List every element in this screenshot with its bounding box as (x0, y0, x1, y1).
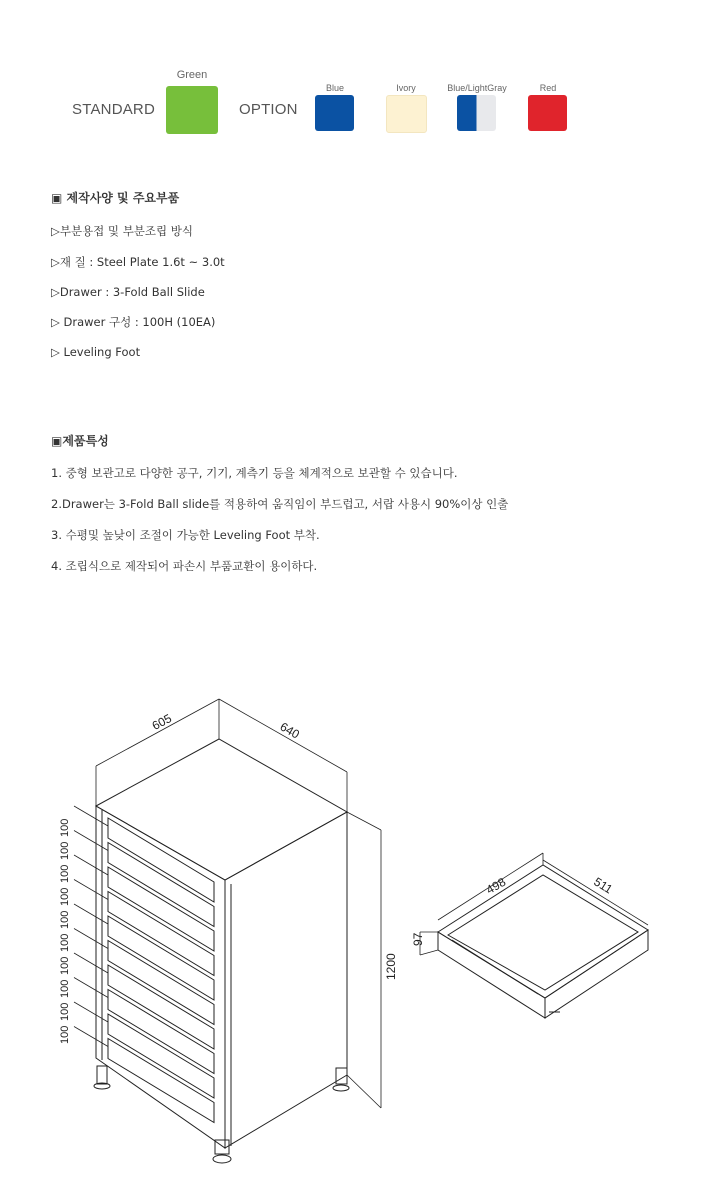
cabinet-top (96, 739, 347, 880)
drawer-dim-leader (74, 1027, 108, 1047)
drawer-front-line (108, 990, 214, 1074)
swatch-label-red: Red (539, 83, 557, 93)
swatch-label-blue-lightgray: Blue/LightGray (447, 83, 507, 93)
drawer-front-line (108, 941, 214, 1025)
drawer-dim-leader (74, 1002, 108, 1022)
drawer-height-label: 100 (59, 1025, 71, 1044)
dim-depth: 640 (277, 719, 302, 742)
drawer-height-label: 100 (59, 956, 71, 975)
dim-drawer-width: 498 (483, 874, 509, 897)
drawer-height-label: 100 (59, 818, 71, 837)
features-title: ▣제품특성 (51, 434, 109, 448)
drawer-front-line (108, 1014, 214, 1098)
drawer-front-line (108, 818, 214, 902)
drawer-dim-leader (74, 831, 108, 851)
drawer-height-label: 100 (59, 933, 71, 952)
feature-item: 2.Drawer는 3-Fold Ball slide를 적용하여 움직임이 부드럽고, 서랍 사용시 90%이상 인출 (51, 497, 509, 511)
dim-width: 605 (149, 711, 174, 733)
feature-item: 3. 수평및 높낮이 조절이 가능한 Leveling Foot 부착. (51, 528, 320, 542)
drawer-front (438, 932, 545, 1018)
feature-item: 1. 중형 보관고로 다양한 공구, 기기, 계측기 등을 체계적으로 보관할 수 있습니다. (51, 466, 458, 480)
swatch-label-blue: Blue (325, 83, 344, 93)
drawer-front-line (108, 916, 214, 1000)
drawer-dim-leader (74, 880, 108, 900)
specs-title: ▣ 제작사양 및 주요부품 (51, 191, 180, 205)
drawer-front-line (108, 867, 214, 951)
feature-item: 4. 조립식으로 제작되어 파손시 부품교환이 용이하다. (51, 559, 318, 573)
drawer-height-label: 100 (59, 1002, 71, 1021)
swatch-label-green: Green (176, 69, 208, 81)
drawer-height-label: 100 (59, 864, 71, 883)
spec-item: ▷재 질 : Steel Plate 1.6t ~ 3.0t (51, 255, 225, 269)
cabinet-leg (97, 1066, 107, 1084)
drawer-front-line (108, 965, 214, 1049)
dim-height: 1200 (384, 953, 398, 980)
drawer-fronts (74, 806, 214, 1123)
option-label: OPTION (239, 101, 298, 118)
drawer-height-label: 100 (59, 887, 71, 906)
drawer-rim (438, 865, 648, 998)
drawer-dim-leader (74, 904, 108, 924)
dim-drawer-height: 97 (411, 932, 425, 946)
spec-item: ▷ Leveling Foot (51, 345, 141, 359)
standard-label: STANDARD (72, 101, 155, 118)
dim-drawer-depth: 511 (591, 874, 615, 897)
drawer-dim-leader (74, 978, 108, 998)
drawer-dim-leader (74, 929, 108, 949)
drawer-height-label: 100 (59, 910, 71, 929)
drawer-height-label: 100 (59, 979, 71, 998)
drawer-dim-leader (74, 855, 108, 875)
drawer-front-line (108, 892, 214, 976)
swatch-label-ivory: Ivory (396, 83, 416, 93)
drawer-front-line (108, 1039, 214, 1123)
spec-item: ▷Drawer : 3-Fold Ball Slide (51, 285, 205, 299)
drawer-height-label: 100 (59, 841, 71, 860)
drawer-front-line (108, 843, 214, 927)
drawer-dim-leader (74, 806, 108, 826)
cabinet-side (225, 812, 347, 1148)
cabinet-front (96, 806, 225, 1148)
drawer-dim-leader (74, 953, 108, 973)
spec-item: ▷부분용접 및 부분조립 방식 (51, 224, 194, 238)
drawer-height-dims (59, 819, 71, 1044)
spec-item: ▷ Drawer 구성 : 100H (10EA) (51, 315, 216, 329)
